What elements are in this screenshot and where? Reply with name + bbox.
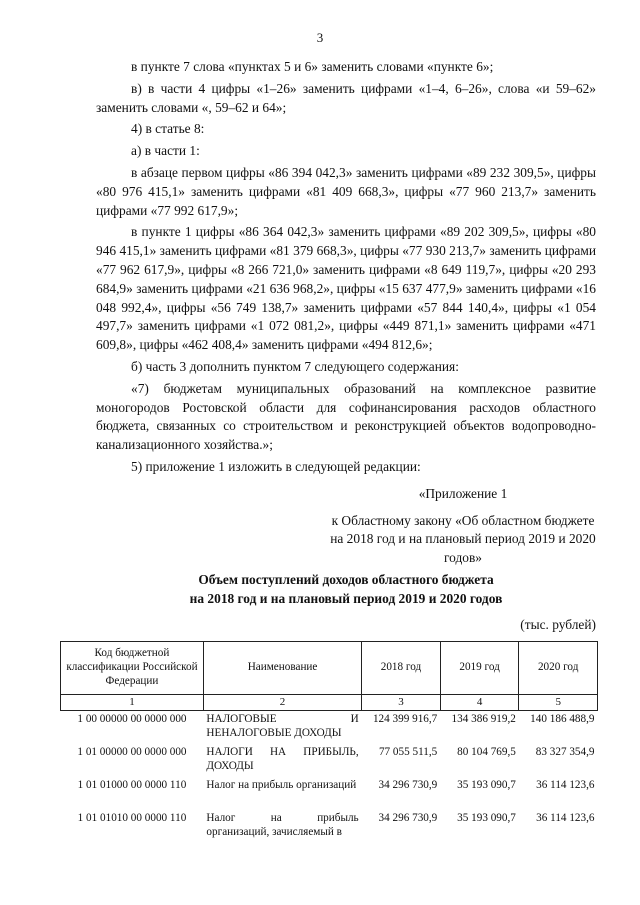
amount-2020: 36 114 123,6 [536, 812, 595, 824]
amount-2018: 34 296 730,9 [378, 779, 438, 791]
revenue-name: Налог на прибыль организаций, зачисляемый в [206, 812, 359, 838]
budget-code: 1 01 00000 00 0000 000 [77, 746, 187, 758]
paragraph: в абзаце первом цифры «86 394 042,3» заменить цифрами «89 232 309,5», цифры «80 976 415,1» заменить цифрами «81 409 668,3», цифры «77 960 213,7» заменить цифрами «77 992 617,9»; [96, 164, 596, 218]
paragraph: 4) в статье 8: [131, 121, 205, 137]
amount-2019: 35 193 090,7 [457, 779, 516, 791]
column-number: 3 [362, 695, 441, 711]
column-number: 5 [519, 695, 598, 711]
revenue-table [60, 641, 598, 843]
amount-2018: 77 055 511,5 [378, 746, 438, 758]
amount-2018: 124 399 916,7 [372, 713, 438, 725]
paragraph: в пункте 7 слова «пунктах 5 и 6» заменить словами «пункте 6»; [131, 59, 494, 74]
amount-2020: 83 327 354,9 [535, 746, 595, 758]
table-title-line: Объем поступлений доходов областного бюджета [198, 572, 494, 587]
column-number: 1 [61, 695, 204, 711]
amount-2018: 34 296 730,9 [378, 812, 438, 824]
page-number: 3 [316, 30, 324, 45]
revenue-name: НАЛОГОВЫЕ И НЕНАЛОГОВЫЕ ДОХОДЫ [206, 713, 359, 739]
amount-2019: 80 104 769,5 [457, 746, 516, 758]
amount-2019: 35 193 090,7 [457, 812, 516, 824]
appendix-heading [330, 485, 596, 567]
amount-2020: 140 186 488,9 [530, 713, 595, 725]
paragraph: 5) приложение 1 изложить в следующей редакции: [131, 458, 421, 474]
appendix-label: «Приложение 1 [418, 486, 508, 501]
column-header: 2020 год [519, 642, 598, 695]
amendment-text [96, 58, 596, 480]
column-header: 2018 год [362, 642, 441, 695]
paragraph: б) часть 3 дополнить пунктом 7 следующего содержания: [131, 358, 459, 374]
table-row [61, 777, 598, 810]
table-row [61, 711, 598, 745]
column-number: 2 [203, 695, 361, 711]
paragraph: в пункте 1 цифры «86 364 042,3» заменить цифрами «89 202 309,5», цифры «80 946 415,1» заменить цифрами «81 379 668,3», цифры «77 930 213,7» заменить цифрами «77 962 617,9», цифры «8 266 721,0» заменить цифрами «8 649 119,7», цифры «20 293 684,9» заменить цифрами «21 636 968,2», цифры «15 637 477,9» заменить цифрами «16 048 992,4», цифры «56 749 138,7» заменить цифрами «57 844 140,4», цифры «1 054 497,7» заменить цифрами «1 072 081,2», цифры «449 871,1» заменить цифрами «471 609,8», цифры «462 408,4» заменить цифрами «494 812,6»; [96, 224, 596, 353]
amount-2019: 134 386 919,2 [451, 713, 516, 725]
appendix-reference: к Областному закону «Об областном бюджете на 2018 год и на плановый период 2019 и 2020 годов» [330, 512, 596, 565]
table-title-line: на 2018 год и на плановый период 2019 и 2020 годов [189, 590, 503, 606]
column-header: Код бюджетной классификации Российской Федерации [61, 642, 204, 695]
column-number: 4 [440, 695, 519, 711]
budget-code: 1 00 00000 00 0000 000 [77, 713, 187, 725]
paragraph: в) в части 4 цифры «1–26» заменить цифрами «1–4, 6–26», слова «и 59–62» заменить словами «, 59–62 и 64»; [96, 80, 596, 115]
table-title [96, 571, 596, 608]
amount-2020: 36 114 123,6 [536, 779, 595, 791]
paragraph: а) в части 1: [131, 143, 200, 159]
paragraph: «7) бюджетам муниципальных образований на комплексное развитие моногородов Ростовской области для софинансирования расходов областного бюджета, связанных со строительством и реконструкцией объектов водопроводно-канализационного хозяйства.»; [96, 380, 596, 453]
budget-code: 1 01 01010 00 0000 110 [77, 812, 187, 824]
revenue-name: Налог на прибыль организаций [206, 779, 357, 791]
table-row [61, 810, 598, 843]
revenue-name: НАЛОГИ НА ПРИБЫЛЬ, ДОХОДЫ [206, 746, 359, 772]
column-header: Наименование [203, 642, 361, 695]
column-header: 2019 год [440, 642, 519, 695]
units-note: (тыс. рублей) [520, 617, 596, 632]
budget-code: 1 01 01000 00 0000 110 [77, 779, 187, 791]
table-row [61, 744, 598, 777]
